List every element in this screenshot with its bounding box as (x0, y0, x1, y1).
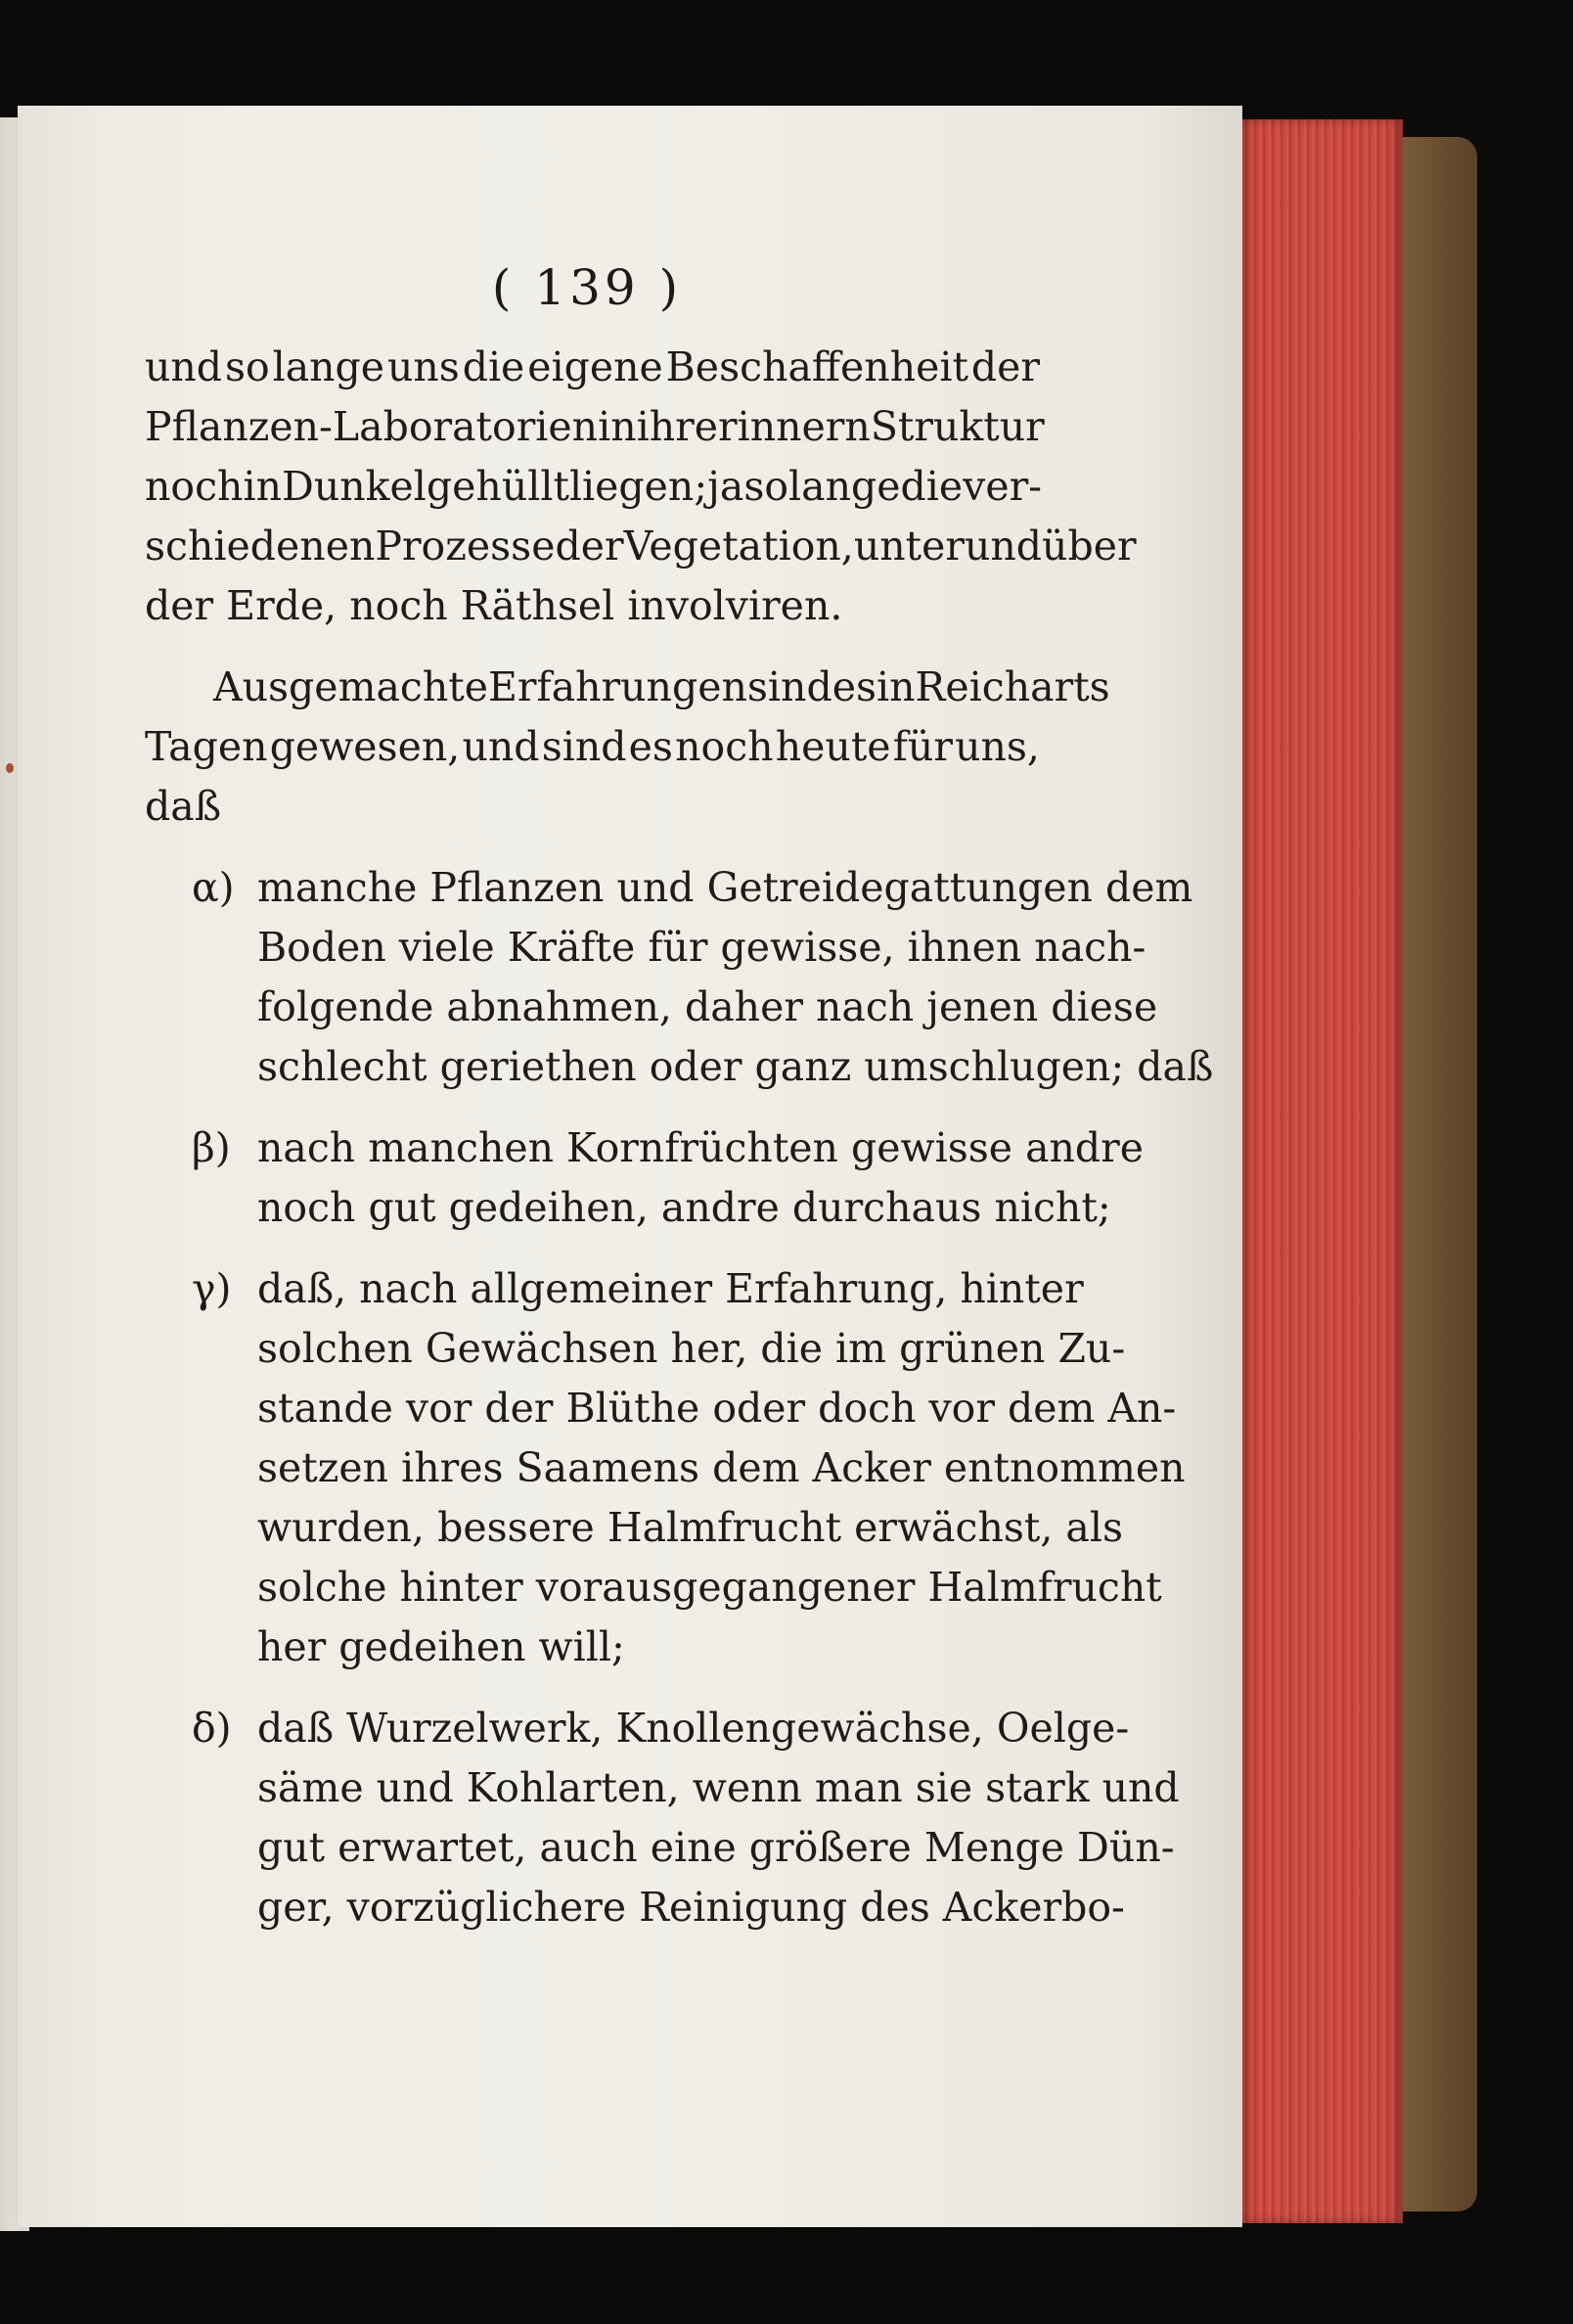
item-marker: β) (192, 1124, 231, 1171)
text-line: noch in Dunkel gehüllt liegen; ja so lange die ver- (145, 463, 1043, 510)
text-line: her gedeihen will; (257, 1623, 625, 1670)
text-line: Tagen gewesen, und sind es noch heute für uns, (145, 723, 1040, 770)
text-line: folgende abnahmen, daher nach jenen diese (257, 983, 1158, 1030)
text-line: noch gut gedeihen, andre durchaus nicht; (257, 1184, 1111, 1231)
page-text (145, 338, 1214, 1937)
text-line: manche Pflanzen und Getreidegattungen dem (257, 864, 1193, 911)
text-line: Ausgemachte Erfahrungen sind es in Reicharts (213, 663, 1110, 710)
item-marker: γ) (192, 1265, 232, 1312)
text-line: daß (145, 783, 222, 830)
text-line: und so lange uns die eigene Beschaffenheit der (145, 343, 1040, 390)
item-marker: δ) (192, 1705, 232, 1752)
text-line: solche hinter vorausgegangener Halmfrucht (257, 1564, 1162, 1611)
text-line: stande vor der Blüthe oder doch vor dem An- (257, 1385, 1177, 1432)
list-item-delta (145, 1699, 1180, 1937)
page-number: ( 139 ) (491, 259, 683, 316)
ink-mark (6, 763, 14, 773)
text-line: daß, nach allgemeiner Erfahrung, hinter (257, 1265, 1084, 1312)
text-line: der Erde, noch Räthsel involviren. (145, 582, 843, 629)
text-line: Pflanzen-Laboratorien in ihrer innern Struktur (145, 403, 1045, 450)
list-item-gamma (145, 1259, 1186, 1677)
item-marker: α) (192, 864, 235, 911)
text-line: setzen ihres Saamens dem Acker entnommen (257, 1444, 1186, 1491)
text-line: schiedenen Prozesse der Vegetation, unter und über (145, 523, 1137, 570)
text-line: Boden viele Kräfte für gewisse, ihnen nach- (257, 924, 1146, 971)
text-line: solchen Gewächsen her, die im grünen Zu- (257, 1325, 1126, 1372)
text-line: nach manchen Kornfrüchten gewisse andre (257, 1124, 1145, 1171)
text-line: gut erwartet, auch eine größere Menge Dün- (257, 1824, 1175, 1871)
red-page-edges (1240, 119, 1403, 2223)
text-line: wurden, bessere Halmfrucht erwächst, als (257, 1504, 1124, 1551)
text-line: ger, vorzüglichere Reinigung des Ackerbo- (257, 1884, 1125, 1931)
list-item-alpha (145, 858, 1214, 1097)
text-line: säme und Kohlarten, wenn man sie stark und (257, 1764, 1180, 1811)
text-line: daß Wurzelwerk, Knollengewächse, Oelge- (257, 1705, 1130, 1752)
list-item-beta (145, 1118, 1145, 1238)
text-line: schlecht geriethen oder ganz umschlugen; daß (257, 1043, 1214, 1090)
